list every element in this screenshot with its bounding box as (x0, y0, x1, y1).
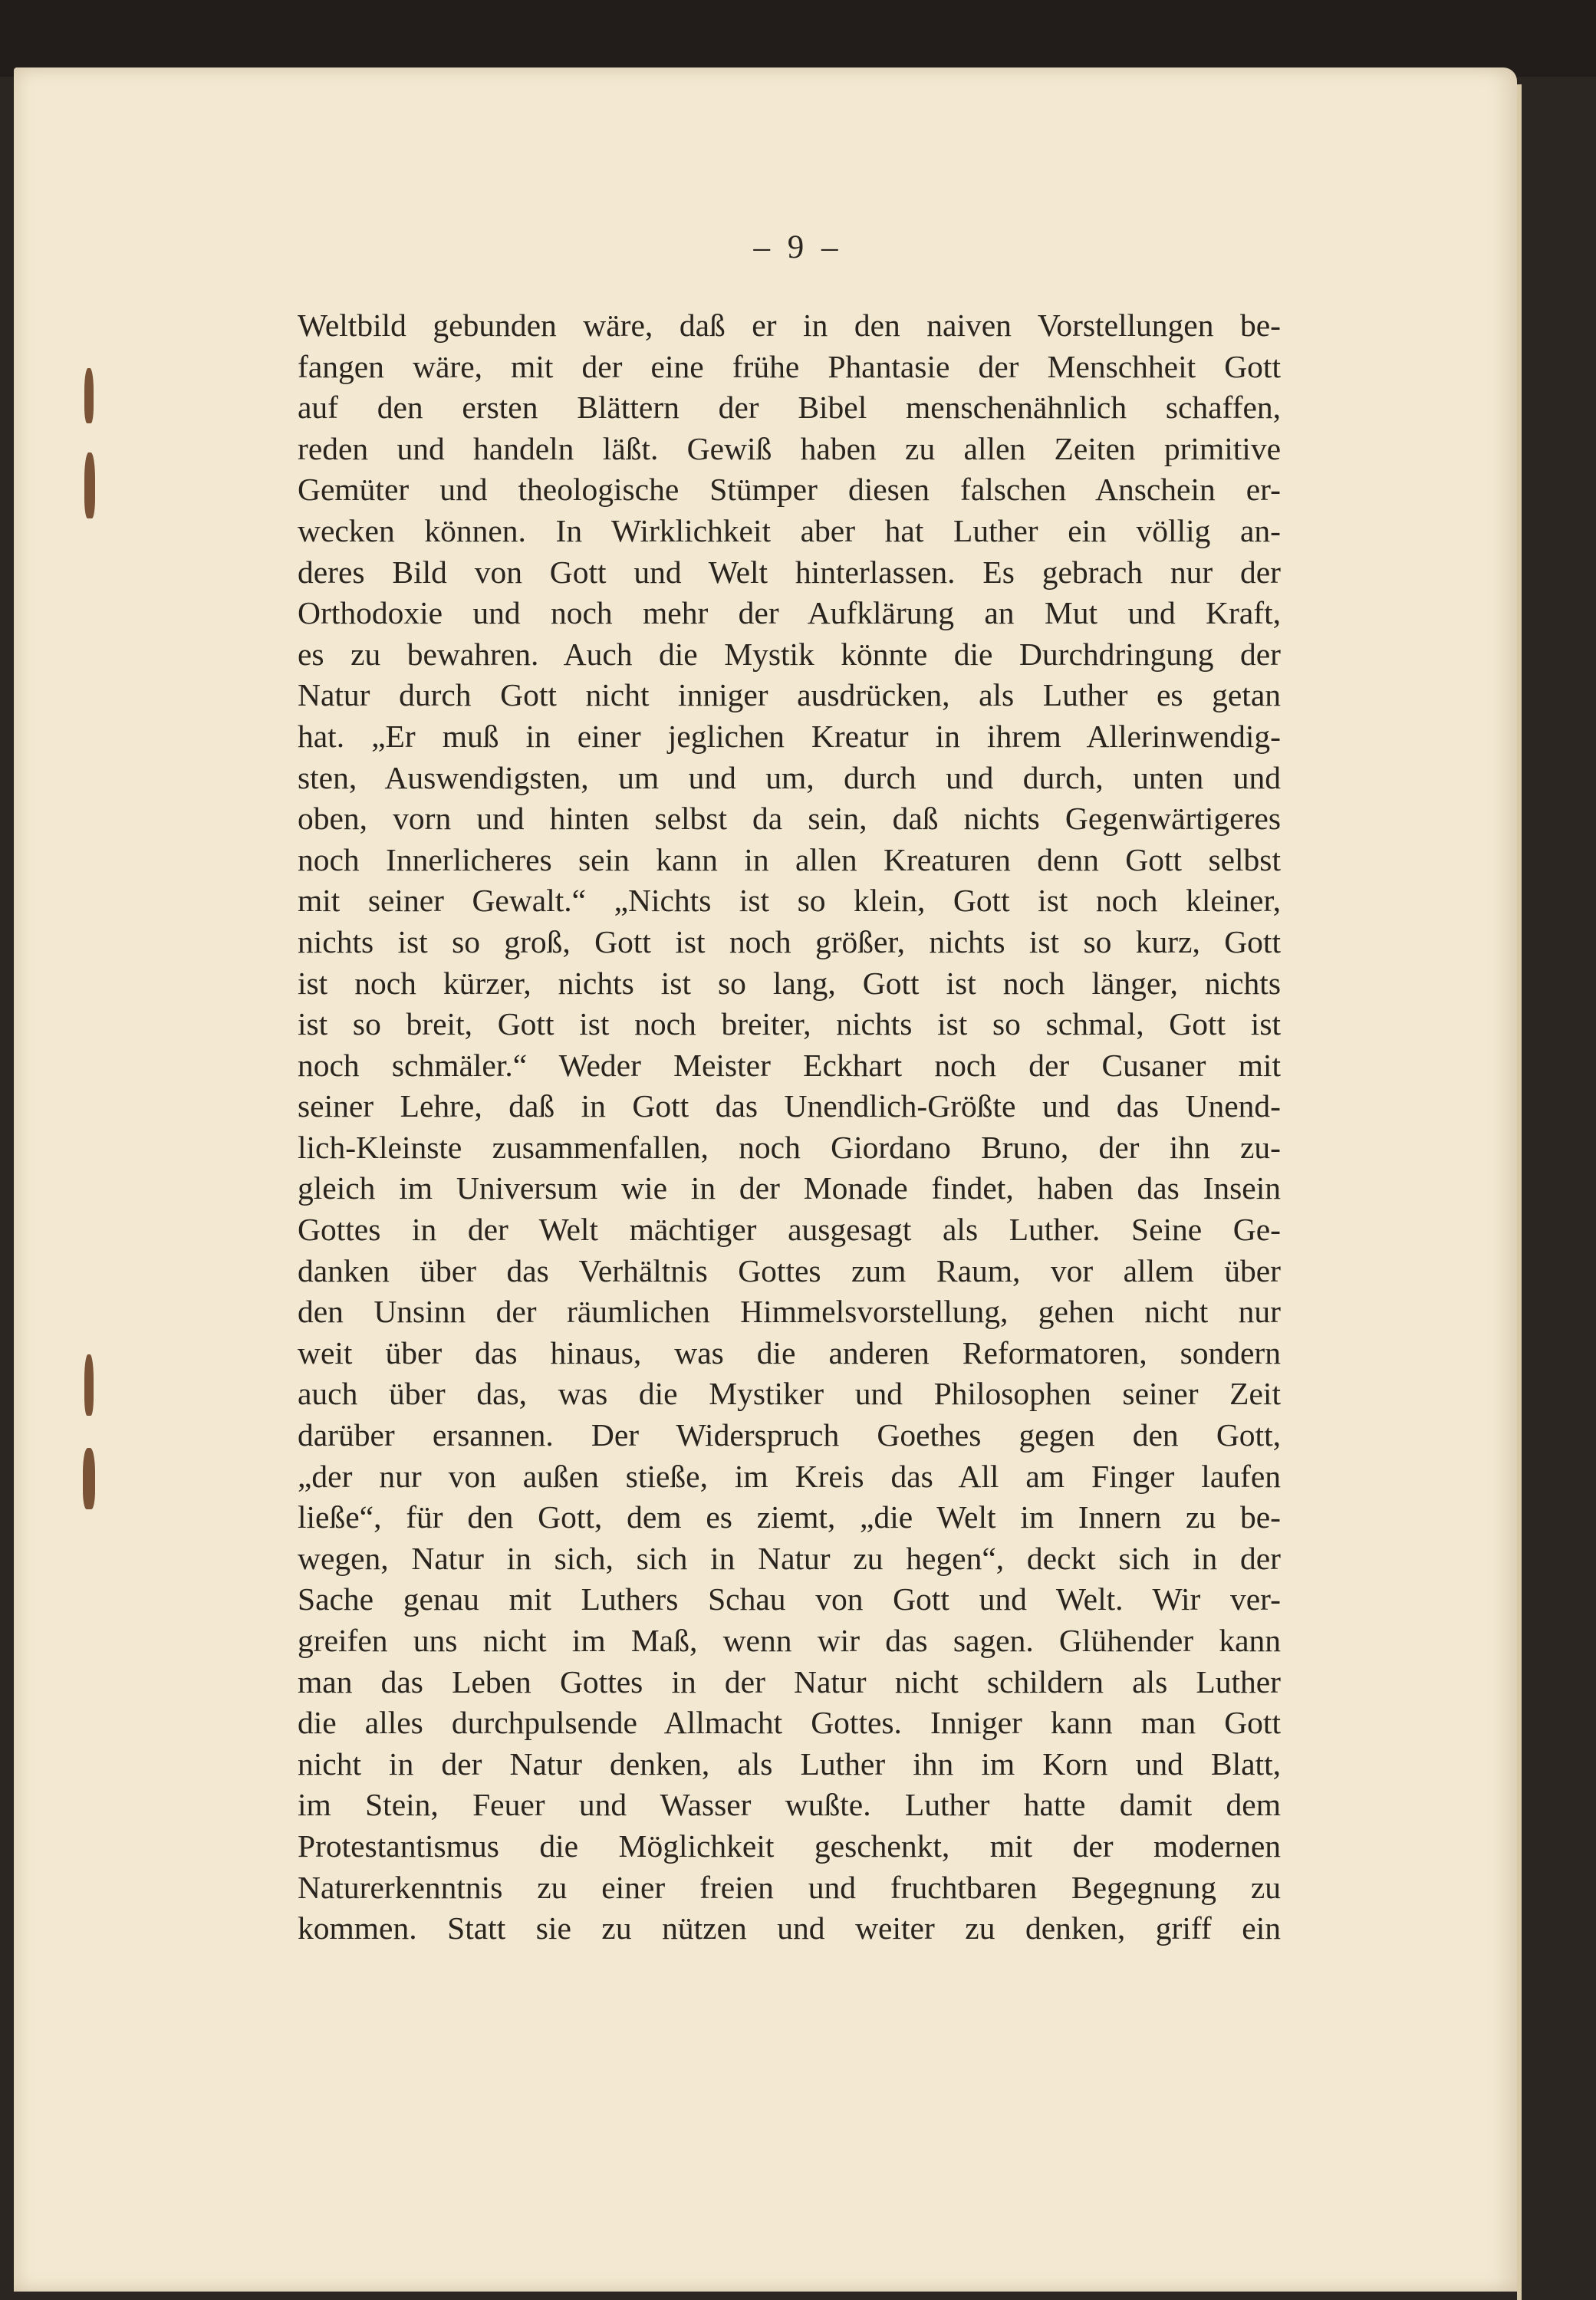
text-line: hat. „Er muß in einer jeglichen Kreatur in ihrem Allerinwendig- (298, 718, 1281, 754)
text-line: lich-Kleinste zusammenfallen, noch Giordano Bruno, der ihn zu- (298, 1129, 1281, 1165)
binding-thread-mark (84, 452, 95, 518)
binding-thread-mark (84, 1354, 94, 1416)
binding-thread-mark (84, 368, 94, 423)
text-line: gleich im Universum wie in der Monade findet, haben das Insein (298, 1170, 1281, 1206)
text-line: weit über das hinaus, was die anderen Reformatoren, sondern (298, 1334, 1281, 1370)
text-line: Protestantismus die Möglichkeit geschenkt, mit der modernen (298, 1828, 1281, 1864)
text-line: Natur durch Gott nicht inniger ausdrücken, als Luther es getan (298, 677, 1281, 713)
text-line: Orthodoxie und noch mehr der Aufklärung an Mut und Kraft, (298, 595, 1281, 631)
text-line: „der nur von außen stieße, im Kreis das All am Finger laufen (298, 1458, 1281, 1494)
page-number: – 9 – (753, 229, 843, 265)
text-line: auf den ersten Blättern der Bibel menschenähnlich schaffen, (298, 390, 1281, 426)
text-line: noch schmäler.“ Weder Meister Eckhart noch der Cusaner mit (298, 1047, 1281, 1083)
text-line: den Unsinn der räumlichen Himmelsvorstellung, gehen nicht nur (298, 1294, 1281, 1330)
text-line: Weltbild gebunden wäre, daß er in den naiven Vorstellungen be- (298, 308, 1281, 343)
text-line: auch über das, was die Mystiker und Philosophen seiner Zeit (298, 1376, 1281, 1412)
text-line: oben, vorn und hinten selbst da sein, daß nichts Gegenwärtigeres (298, 801, 1281, 837)
text-line: man das Leben Gottes in der Natur nicht schildern als Luther (298, 1663, 1281, 1699)
text-line: Gemüter und theologische Stümper diesen falschen Anschein er- (298, 472, 1281, 508)
text-line: mit seiner Gewalt.“ „Nichts ist so klein, Gott ist noch kleiner, (298, 883, 1281, 919)
text-line: im Stein, Feuer und Wasser wußte. Luther hatte damit dem (298, 1787, 1281, 1823)
text-line: wegen, Natur in sich, sich in Natur zu hegen“, deckt sich in der (298, 1540, 1281, 1576)
text-line: reden und handeln läßt. Gewiß haben zu allen Zeiten primitive (298, 430, 1281, 466)
text-line: seiner Lehre, daß in Gott das Unendlich-Größte und das Unend- (298, 1088, 1281, 1124)
text-line: nichts ist so groß, Gott ist noch größer, nichts ist so kurz, Gott (298, 923, 1281, 959)
text-line: sten, Auswendigsten, um und um, durch und durch, unten und (298, 759, 1281, 795)
text-line: ist noch kürzer, nichts ist so lang, Gott ist noch länger, nichts (298, 965, 1281, 1001)
text-line: wecken können. In Wirklichkeit aber hat Luther ein völlig an- (298, 512, 1281, 548)
text-line: darüber ersannen. Der Widerspruch Goethes gegen den Gott, (298, 1417, 1281, 1453)
text-line: fangen wäre, mit der eine frühe Phantasie der Menschheit Gott (298, 348, 1281, 384)
text-line: es zu bewahren. Auch die Mystik könnte die Durchdringung der (298, 636, 1281, 672)
text-line: deres Bild von Gott und Welt hinterlassen. Es gebrach nur der (298, 554, 1281, 590)
binding-thread-mark (83, 1448, 95, 1509)
text-line: nicht in der Natur denken, als Luther ihn im Korn und Blatt, (298, 1746, 1281, 1782)
text-line: Naturerkenntnis zu einer freien und fruchtbaren Begegnung zu (298, 1869, 1281, 1905)
scan-background (0, 0, 1596, 77)
text-line: ist so breit, Gott ist noch breiter, nichts ist so schmal, Gott ist (298, 1006, 1281, 1042)
text-line: die alles durchpulsende Allmacht Gottes. Inniger kann man Gott (298, 1705, 1281, 1741)
text-line: danken über das Verhältnis Gottes zum Raum, vor allem über (298, 1252, 1281, 1288)
page-edge (1517, 84, 1522, 2300)
text-line: Gottes in der Welt mächtiger ausgesagt als Luther. Seine Ge- (298, 1212, 1281, 1248)
text-line: kommen. Statt sie zu nützen und weiter zu denken, griff ein (298, 1910, 1281, 1946)
text-line: ließe“, für den Gott, dem es ziemt, „die Welt im Innern zu be- (298, 1499, 1281, 1535)
text-line: Sache genau mit Luthers Schau von Gott und Welt. Wir ver- (298, 1581, 1281, 1617)
body-text (298, 305, 1281, 1950)
text-line: noch Innerlicheres sein kann in allen Kreaturen denn Gott selbst (298, 841, 1281, 877)
text-line: greifen uns nicht im Maß, wenn wir das sagen. Glühender kann (298, 1623, 1281, 1658)
